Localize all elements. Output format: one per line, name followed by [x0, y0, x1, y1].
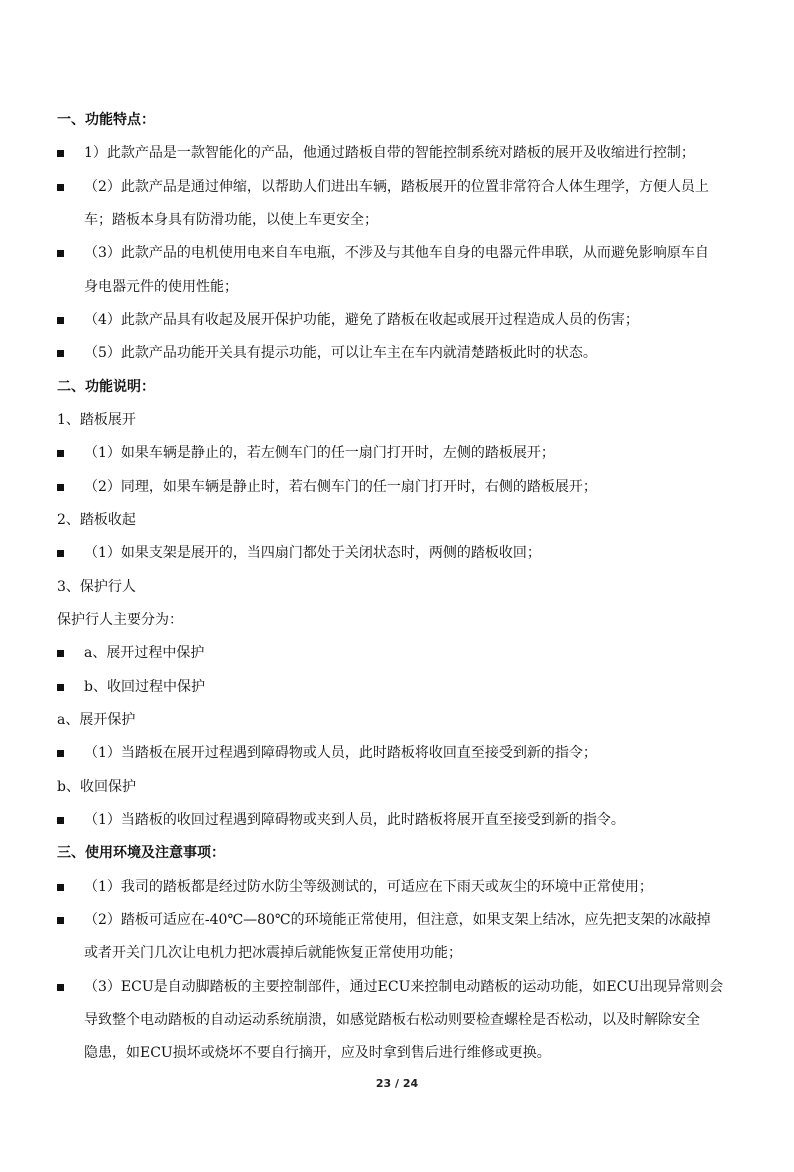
bullet-icon — [57, 650, 64, 657]
list-item: b、收回过程中保护 — [84, 679, 205, 695]
bullet-icon — [57, 250, 64, 257]
list-item: （4）此款产品具有收起及展开保护功能，避免了踏板在收起或展开过程造成人员的伤害； — [84, 312, 639, 328]
subsection-title: 1、踏板展开 — [57, 412, 136, 428]
paragraph: 保护行人主要分为： — [57, 612, 183, 628]
list-item: （2）此款产品是通过伸缩，以帮助人们进出车辆，踏板展开的位置非常符合人体生理学，方便人员上 — [84, 179, 709, 195]
list-item: （2）踏板可适应在-40℃—80℃的环境能正常使用，但注意，如果支架上结冰，应先把支架的冰敲掉 — [84, 912, 711, 928]
list-item: （1）我司的踏板都是经过防水防尘等级测试的，可适应在下雨天或灰尘的环境中正常使用； — [84, 879, 653, 895]
bullet-icon — [57, 150, 64, 157]
list-item-continuation: 车；踏板本身具有防滑功能，以使上车更安全； — [84, 212, 378, 228]
section3-title: 三、使用环境及注意事项： — [57, 845, 225, 861]
list-item: （1）当踏板的收回过程遇到障碍物或夹到人员，此时踏板将展开直至接受到新的指令。 — [84, 812, 625, 828]
section1-title: 一、功能特点： — [57, 112, 155, 128]
list-item-continuation: 导致整个电动踏板的自动运动系统崩溃，如感觉踏板右松动则要检查螺栓是否松动，以及时解除安全 — [84, 1012, 700, 1028]
list-item: （1）如果支架是展开的，当四扇门都处于关闭状态时，两侧的踏板收回； — [84, 545, 541, 561]
list-item: （2）同理，如果车辆是静止时，若右侧车门的任一扇门打开时，右侧的踏板展开； — [84, 479, 597, 495]
list-item: a、展开过程中保护 — [84, 645, 205, 661]
subsection-title: 2、踏板收起 — [57, 512, 136, 528]
bullet-icon — [57, 317, 64, 324]
subsection-title: a、展开保护 — [57, 712, 136, 728]
list-item: （1）当踏板在展开过程遇到障碍物或人员，此时踏板将收回直至接受到新的指令； — [84, 745, 597, 761]
list-item: （5）此款产品功能开关具有提示功能，可以让车主在车内就清楚踏板此时的状态。 — [84, 345, 597, 361]
list-item: （3）ECU是自动脚踏板的主要控制部件，通过ECU来控制电动踏板的运动功能，如ECU出现异常则会 — [84, 979, 724, 995]
bullet-icon — [57, 684, 64, 691]
list-item-continuation: 身电器元件的使用性能； — [84, 279, 238, 295]
list-item: 1）此款产品是一款智能化的产品，他通过踏板自带的智能控制系统对踏板的展开及收缩进行控制； — [84, 145, 695, 161]
bullet-icon — [57, 984, 64, 991]
list-item-continuation: 或者开关门几次让电机力把冰震掉后就能恢复正常使用功能； — [84, 945, 462, 961]
bullet-icon — [57, 917, 64, 924]
bullet-icon — [57, 750, 64, 757]
page-number: 23 / 24 — [375, 1077, 419, 1090]
bullet-icon — [57, 484, 64, 491]
bullet-icon — [57, 550, 64, 557]
bullet-icon — [57, 884, 64, 891]
bullet-icon — [57, 450, 64, 457]
bullet-icon — [57, 350, 64, 357]
list-item: （1）如果车辆是静止的，若左侧车门的任一扇门打开时，左侧的踏板展开； — [84, 445, 555, 461]
bullet-icon — [57, 184, 64, 191]
list-item-continuation: 隐患，如ECU损坏或烧坏不要自行摘开，应及时拿到售后进行维修或更换。 — [84, 1045, 551, 1061]
subsection-title: 3、保护行人 — [57, 579, 136, 595]
section2-title: 二、功能说明： — [57, 379, 155, 395]
list-item: （3）此款产品的电机使用电来自车电瓶，不涉及与其他车自身的电器元件串联，从而避免影响原车自 — [84, 245, 709, 261]
bullet-icon — [57, 817, 64, 824]
subsection-title: b、收回保护 — [57, 779, 136, 795]
